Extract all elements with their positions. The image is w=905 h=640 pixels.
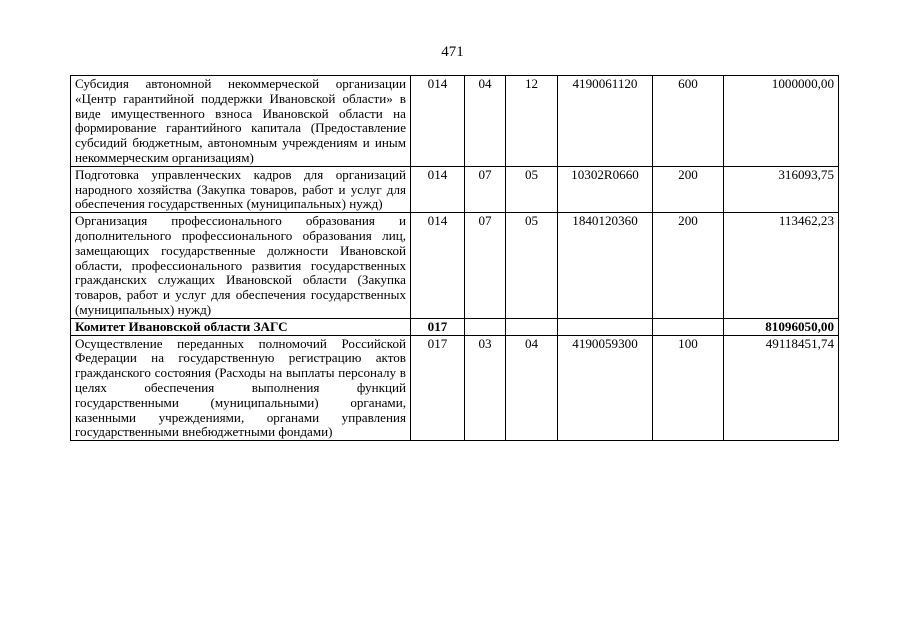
cell-amount: 113462,23 [724, 213, 839, 319]
cell-amount: 316093,75 [724, 166, 839, 212]
cell-ministry-code: 014 [411, 213, 465, 319]
cell-subsection: 05 [506, 166, 558, 212]
table-row [71, 213, 839, 319]
cell-ministry-code: 014 [411, 166, 465, 212]
table-row [71, 166, 839, 212]
cell-target-article [558, 318, 653, 335]
cell-section: 07 [465, 213, 506, 319]
cell-description: Комитет Ивановской области ЗАГС [71, 318, 411, 335]
cell-description: Организация профессионального образования и дополнительного профессионального образования лиц, замещающих государственные должности Ивановской области, профессионального развития государственных гражданских служащих Ивановской области (Закупка товаров, работ и услуг для обеспечения государственных (муниципальных) нужд) [71, 213, 411, 319]
cell-subsection: 12 [506, 76, 558, 167]
table-row [71, 318, 839, 335]
table-row [71, 335, 839, 441]
cell-target-article: 4190059300 [558, 335, 653, 441]
cell-expense-type: 100 [653, 335, 724, 441]
cell-target-article: 10302R0660 [558, 166, 653, 212]
cell-amount: 1000000,00 [724, 76, 839, 167]
cell-section: 04 [465, 76, 506, 167]
budget-table [70, 75, 839, 441]
cell-amount: 49118451,74 [724, 335, 839, 441]
page-number: 471 [441, 44, 464, 60]
cell-description: Подготовка управленческих кадров для организаций народного хозяйства (Закупка товаров, работ и услуг для обеспечения государственных (муниципальных) нужд) [71, 166, 411, 212]
cell-expense-type [653, 318, 724, 335]
cell-ministry-code: 017 [411, 318, 465, 335]
table-body [71, 76, 839, 441]
cell-expense-type: 200 [653, 166, 724, 212]
cell-description: Осуществление переданных полномочий Российской Федерации на государственную регистрацию актов гражданского состояния (Расходы на выплаты персоналу в целях обеспечения выполнения функций государственными (муниципальными) органами, казенными учреждениями, органами управления государственными внебюджетными фондами) [71, 335, 411, 441]
table-row [71, 76, 839, 167]
cell-subsection: 04 [506, 335, 558, 441]
cell-target-article: 4190061120 [558, 76, 653, 167]
cell-amount: 81096050,00 [724, 318, 839, 335]
cell-ministry-code: 014 [411, 76, 465, 167]
cell-section: 03 [465, 335, 506, 441]
cell-target-article: 1840120360 [558, 213, 653, 319]
cell-expense-type: 600 [653, 76, 724, 167]
cell-ministry-code: 017 [411, 335, 465, 441]
cell-description: Субсидия автономной некоммерческой организации «Центр гарантийной поддержки Ивановской области» в виде имущественного взноса Ивановской области на формирование гарантийного капитала (Предоставление субсидий бюджетным, автономным учреждениям и иным некоммерческим организациям) [71, 76, 411, 167]
cell-section: 07 [465, 166, 506, 212]
cell-subsection: 05 [506, 213, 558, 319]
cell-section [465, 318, 506, 335]
cell-subsection [506, 318, 558, 335]
cell-expense-type: 200 [653, 213, 724, 319]
